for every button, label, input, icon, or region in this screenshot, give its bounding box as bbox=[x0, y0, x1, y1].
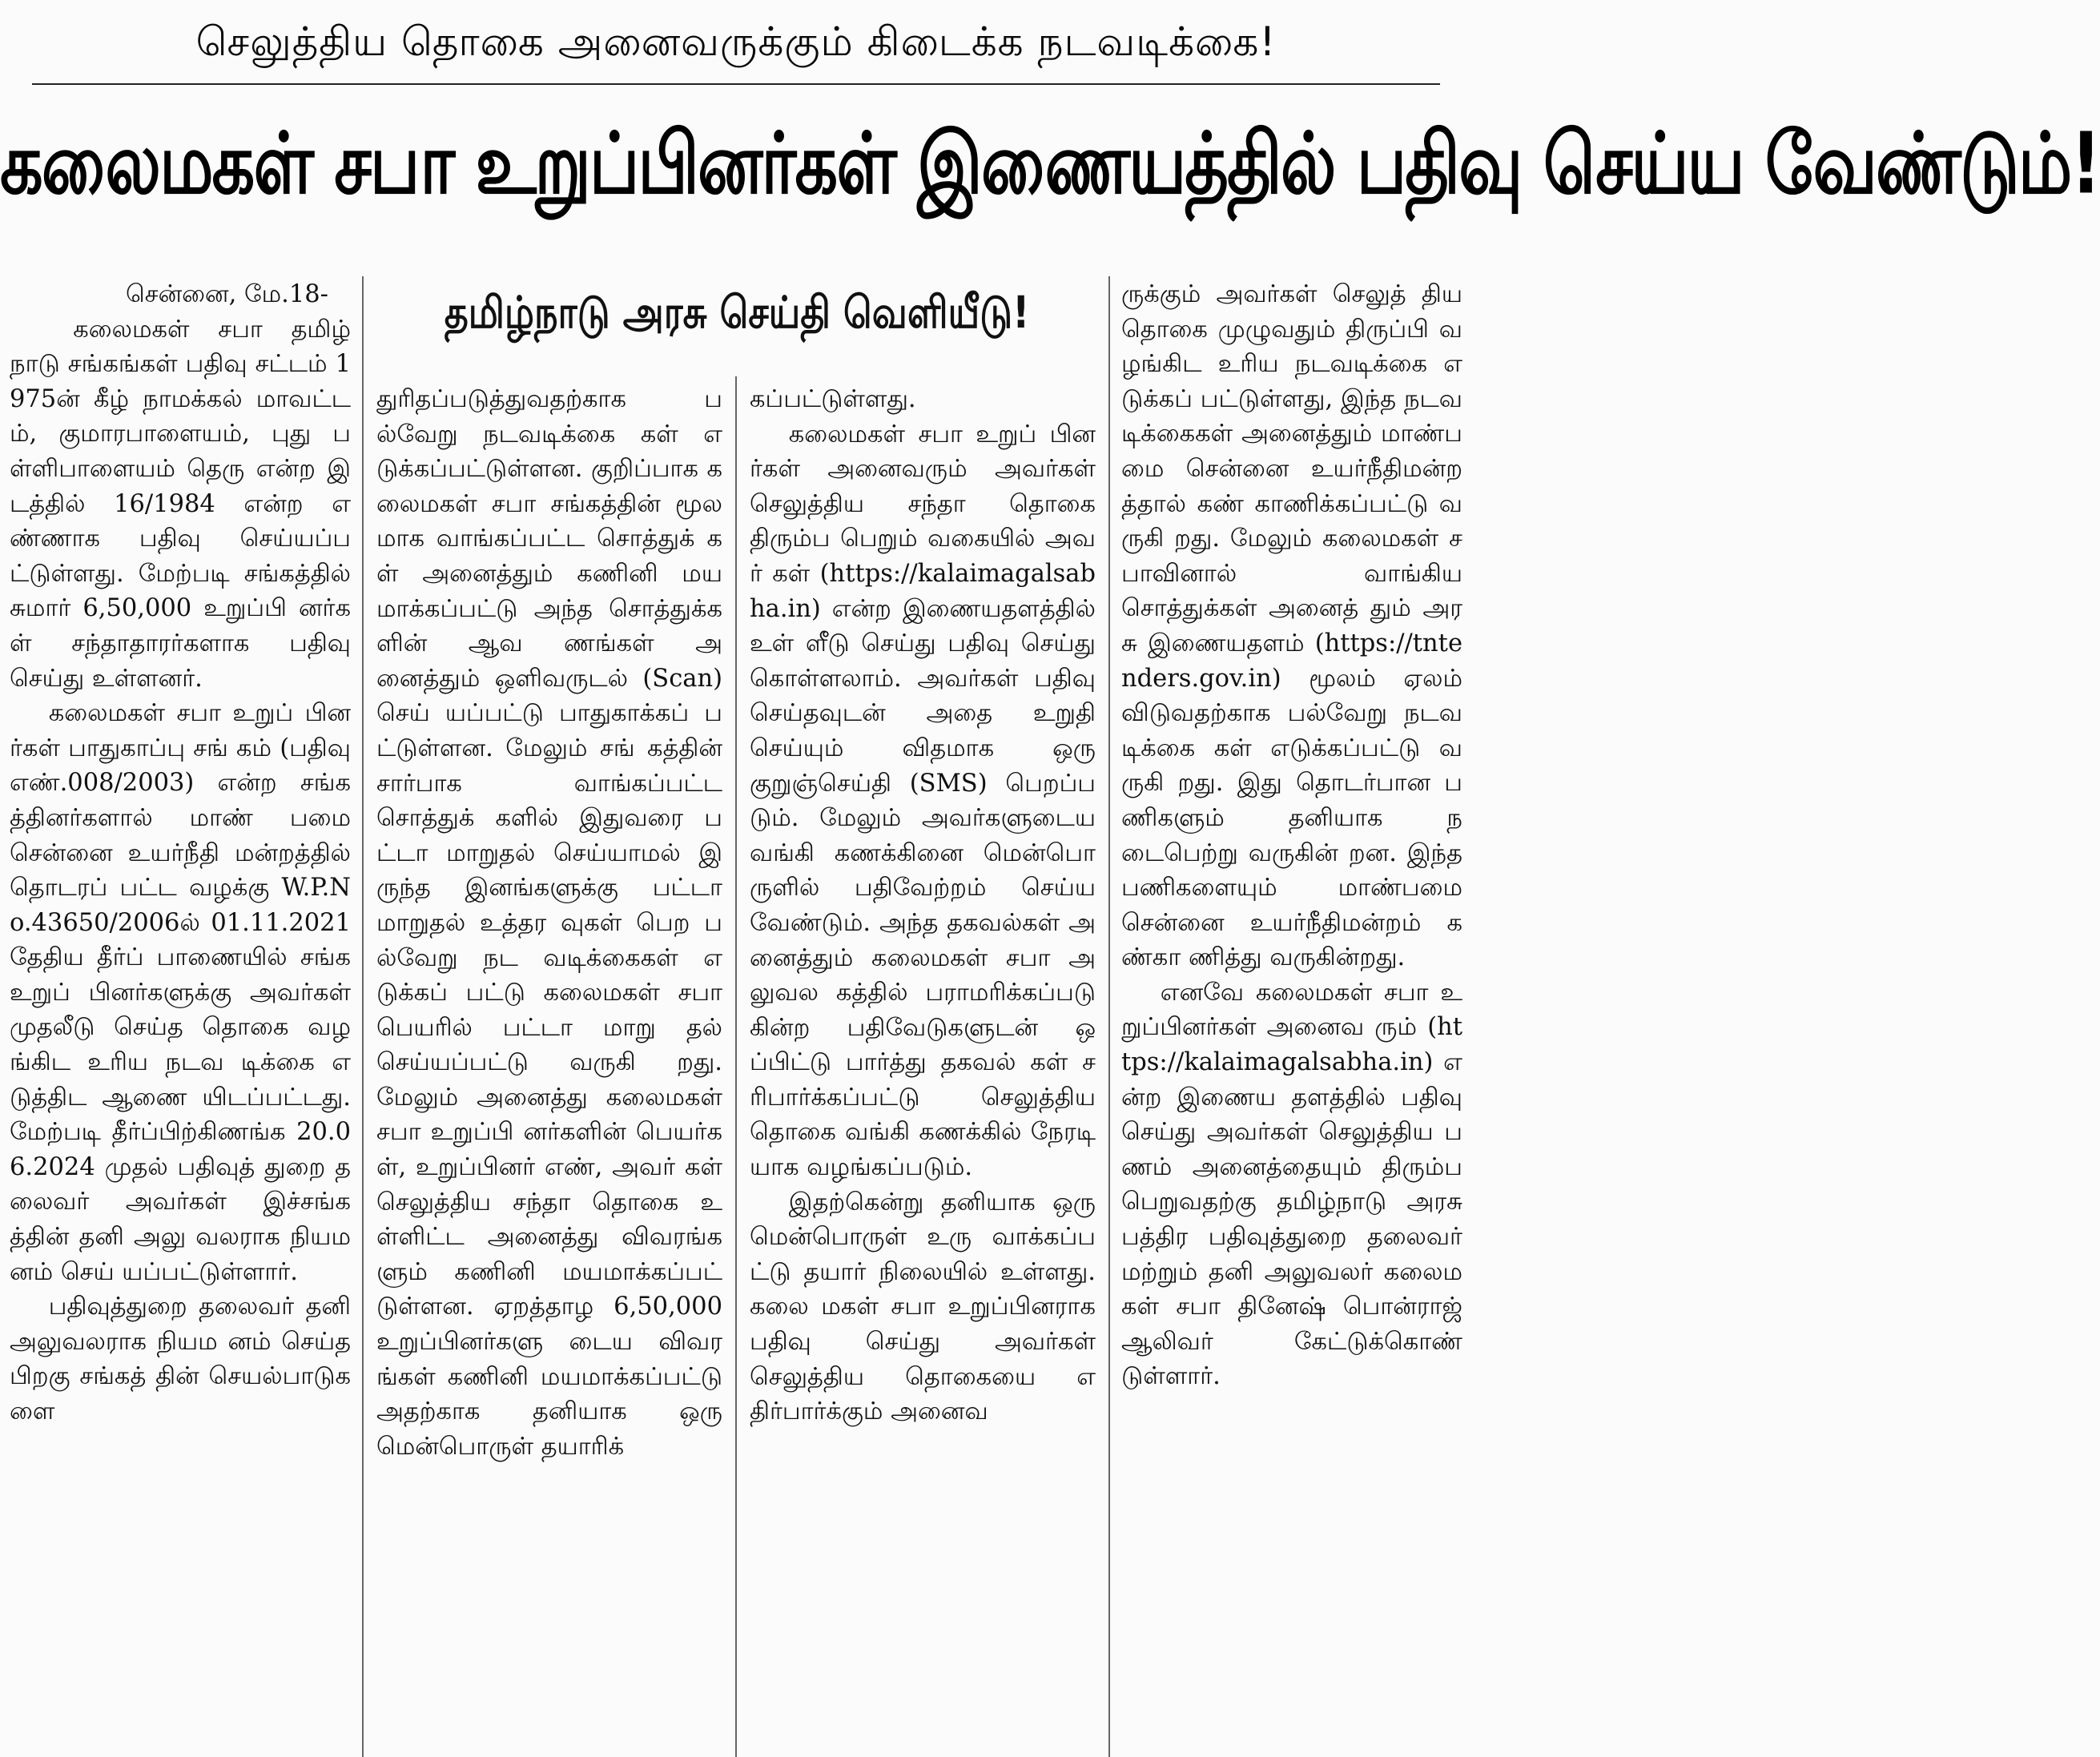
column-4-paragraph-1: ருக்கும் அவர்கள் செலுத் திய தொகை முழுவதும் திருப்பி வழங்கிட உரிய நடவடிக்கை எடுக்கப் பட்டுள்ளது, இந்த நடவ டிக்கைகள் அனைத்தும் மாண்பமை சென்னை உயர்நீதிமன்றத்தால் கண் காணிக்கப்பட்டு வருகி றது. மேலும் கலைமகள் சபாவினால் வாங்கிய சொத்துக்கள் அனைத் தும் அரசு இணையதளம் (https://tntenders.gov.in) மூலம் ஏலம் விடுவதற்காக பல்வேறு நடவடிக்கை கள் எடுக்கப்பட்டு வருகி றது. இது தொடர்பான பணிகளும் தனியாக நடைபெற்று வருகின் றன. இந்த பணிகளையும் மாண்பமை சென்னை உயர்நீதிமன்றம் கண்கா ணித்து வருகின்றது. bbox=[1121, 280, 1462, 972]
article-column-3 bbox=[750, 382, 1096, 1757]
column-3-paragraph-2: கலைமகள் சபா உறுப் பினர்கள் அனைவரும் அவர்கள் செலுத்திய சந்தா தொகை திரும்ப பெறும் வகையில் அவர் கள் (https://kalaimagalsabha.in) என்ற இணையதளத்தில் உள் ளீடு செய்து பதிவு செய்து கொள்ளலாம். அவர்கள் பதிவு செய்தவுடன் அதை உறுதி செய்யும் விதமாக ஒரு குறுஞ்செய்தி (SMS) பெறப்படும். மேலும் அவர்களுடைய வங்கி கணக்கினை மென்பொ ருளில் பதிவேற்றம் செய்ய வேண்டும். அந்த தகவல்கள் அனைத்தும் கலைமகள் சபா அலுவல கத்தில் பராமரிக்கப்படு கின்ற பதிவேடுகளுடன் ஒப்பிட்டு பார்த்து தகவல் கள் சரிபார்க்கப்பட்டு செலுத்திய தொகை வங்கி கணக்கில் நேரடி யாக வழங்கப்படும். bbox=[750, 420, 1096, 1182]
main-headline: கலைமகள் சபா உறுப்பினர்கள் இணையத்தில் பதிவு செய்ய வேண்டும்! bbox=[0, 114, 2100, 213]
column-1-paragraph-2: கலைமகள் சபா உறுப் பினர்கள் பாதுகாப்பு சங் கம் (பதிவு எண்.008/2003) என்ற சங்கத்தினர்களால் மாண் பமை சென்னை உயர்நீதி மன்றத்தில் தொடரப் பட்ட வழக்கு W.P.No.43650/2006ல் 01.11.2021 தேதிய தீர்ப் பாணையில் சங்க உறுப் பினர்களுக்கு அவர்கள் முதலீடு செய்த தொகை வழங்கிட உரிய நடவ டிக்கை எடுத்திட ஆணை யிடப்பட்டது. மேற்படி தீர்ப்பிற்கிணங்க 20.06.2024 முதல் பதிவுத் துறை தலைவர் அவர்கள் இச்சங்கத்தின் தனி அலு வலராக நியமனம் செய் யப்பட்டுள்ளார். bbox=[10, 699, 351, 1286]
article-column-4 bbox=[1121, 277, 1462, 1757]
column-2-paragraph-1: துரிதப்படுத்துவதற்காக பல்வேறு நடவடிக்கை கள் எடுக்கப்பட்டுள்ளன. குறிப்பாக கலைமகள் சபா சங்கத்தின் மூலமாக வாங்கப்பட்ட சொத்துக் கள் அனைத்தும் கணினி மயமாக்கப்பட்டு அந்த சொத்துக்களின் ஆவ ணங்கள் அனைத்தும் ஒளிவருடல் (Scan) செய் யப்பட்டு பாதுகாக்கப் பட்டுள்ளன. மேலும் சங் கத்தின் சார்பாக வாங்கப்பட்ட சொத்துக் களில் இதுவரை பட்டா மாறுதல் செய்யாமல் இருந்த இனங்களுக்கு பட்டா மாறுதல் உத்தர வுகள் பெற பல்வேறு நட வடிக்கைகள் எடுக்கப் பட்டு கலைமகள் சபா பெயரில் பட்டா மாறு தல் செய்யப்பட்டு வருகி றது. மேலும் அனைத்து கலைமகள் சபா உறுப்பி னர்களின் பெயர்கள், உறுப்பினர் எண், அவர் கள் செலுத்திய சந்தா தொகை உள்ளிட்ட அனைத்து விவரங்களும் கணினி மயமாக்கப்பட் டுள்ளன. ஏறத்தாழ 6,50,000 உறுப்பினர்களு டைய விவரங்கள் கணினி மயமாக்கப்பட்டு அதற்காக தனியாக ஒரு மென்பொருள் தயாரிக் bbox=[376, 385, 722, 1461]
column-1-paragraph-1: கலைமகள் சபா தமிழ் நாடு சங்கங்கள் பதிவு சட்டம் 1975ன் கீழ் நாமக்கல் மாவட்டம், குமாரபாளையம், புது பள்ளிபாளையம் தெரு என்ற இடத்தில் 16/1984 என்ற எண்ணாக பதிவு செய்யப்பட்டுள்ளது. மேற்படி சங்கத்தில் சுமார் 6,50,000 உறுப்பி னர்கள் சந்தாதாரர்களாக பதிவு செய்து உள்ளனர். bbox=[10, 315, 351, 693]
dateline: சென்னை, மே.18- bbox=[125, 280, 328, 308]
column-divider-1 bbox=[362, 276, 364, 1757]
column-divider-3 bbox=[1108, 276, 1110, 1757]
column-4-paragraph-2: எனவே கலைமகள் சபா உறுப்பினர்கள் அனைவ ரும் (https://kalaimagalsabha.in) என்ற இணைய தளத்தில் பதிவு செய்து அவர்கள் செலுத்திய பணம் அனைத்தையும் திரும்ப பெறுவதற்கு தமிழ்நாடு அரசு பத்திர பதிவுத்துறை தலைவர் மற்றும் தனி அலுவலர் கலைமகள் சபா தினேஷ் பொன்ராஜ் ஆலிவர் கேட்டுக்கொண் டுள்ளார். bbox=[1121, 978, 1462, 1391]
column-1-paragraph-3: பதிவுத்துறை தலைவர் தனி அலுவலராக நியம னம் செய்த பிறகு சங்கத் தின் செயல்பாடுகளை bbox=[10, 1293, 351, 1425]
sub-headline: தமிழ்நாடு அரசு செய்தி வெளியீடு! bbox=[444, 286, 1030, 339]
column-divider-2 bbox=[735, 376, 737, 1757]
column-3-paragraph-1: கப்பட்டுள்ளது. bbox=[750, 385, 916, 413]
kicker-headline: செலுத்திய தொகை அனைவருக்கும் கிடைக்க நடவடிக்கை! bbox=[195, 18, 1277, 65]
article-column-2 bbox=[376, 382, 722, 1757]
article-column-1 bbox=[10, 277, 351, 1757]
column-3-paragraph-3: இதற்கென்று தனியாக ஒரு மென்பொருள் உரு வாக்கப்பட்டு தயார் நிலையில் உள்ளது. கலை மகள் சபா உறுப்பினராக பதிவு செய்து அவர்கள் செலுத்திய தொகையை எதிர்பார்க்கும் அனைவ bbox=[750, 1188, 1096, 1426]
